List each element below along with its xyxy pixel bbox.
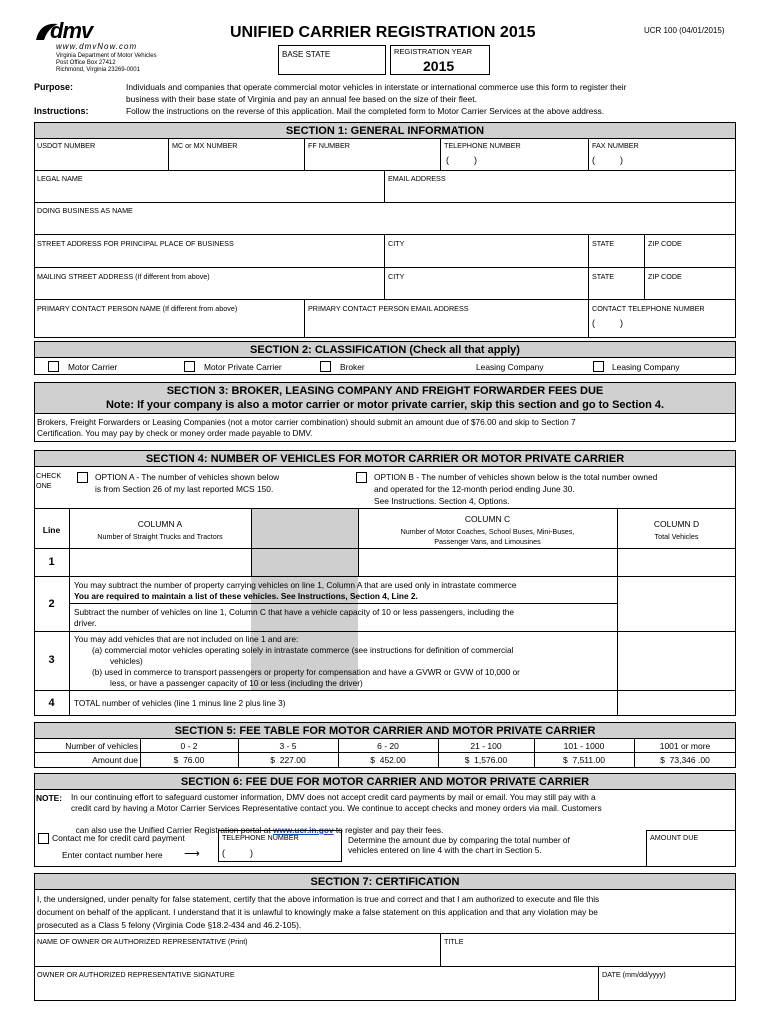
credit-card-telephone-field[interactable] <box>219 843 341 861</box>
title-field[interactable] <box>441 947 735 965</box>
email-address-label: EMAIL ADDRESS <box>388 174 446 183</box>
option-a-checkbox[interactable] <box>77 472 88 483</box>
line1-column-a-field[interactable] <box>70 549 250 576</box>
broker-checkbox[interactable] <box>320 361 331 372</box>
zip-code-label: ZIP CODE <box>648 239 682 248</box>
fee-amount: $ 227.00 <box>270 755 306 765</box>
line1-column-c-field[interactable] <box>359 549 616 576</box>
option-b-text: OPTION B - The number of vehicles shown below is the total number owned <box>374 472 658 482</box>
fee-row-label: Number of vehicles <box>65 741 138 751</box>
legal-name-field[interactable] <box>35 184 383 201</box>
purpose-label: Purpose: <box>34 82 74 92</box>
line3-column-d-field[interactable] <box>618 632 735 690</box>
logo-web: www.dmvNow.com <box>56 42 138 51</box>
fee-range: 101 - 1000 <box>563 741 605 751</box>
signature-label: OWNER OR AUTHORIZED REPRESENTATIVE SIGNATURE <box>37 970 235 979</box>
note-text: credit card by having a Motor Carrier Services Representative contact you. We continue to accept checks and money orders via mail. Customers <box>71 803 602 813</box>
state-field[interactable] <box>589 249 643 266</box>
note-text-part: can also use the Unified Carrier Registration portal at <box>75 825 274 835</box>
contact-telephone-field[interactable] <box>589 314 735 337</box>
form-id: UCR 100 (04/01/2015) <box>644 26 725 35</box>
fee-range: 3 - 5 <box>279 741 297 751</box>
fax-paren: ( ) <box>592 155 623 165</box>
mailing-city-field[interactable] <box>385 282 587 298</box>
city-label: CITY <box>388 239 405 248</box>
address-line: Post Office Box 27412 <box>56 60 116 66</box>
fee-amount: $ 76.00 <box>173 755 205 765</box>
address-line: Virginia Department of Motor Vehicles <box>56 53 157 59</box>
mc-number-field[interactable] <box>169 150 303 169</box>
owner-name-field[interactable] <box>35 947 439 965</box>
line3-text: less, or have a passenger capacity of 10 or less (including the driver) <box>110 678 363 688</box>
title-label: TITLE <box>444 937 464 946</box>
option-b-text: and operated for the 12-month period ending June 30. <box>374 484 575 494</box>
certification-text: I, the undersigned, under penalty for false statement, certify that the above information is true and correct and that I am authorized to execute and file this <box>37 894 600 904</box>
column-a-header: COLUMN A <box>137 519 183 529</box>
telephone-paren: ( ) <box>446 155 477 165</box>
check-one-label: ONE <box>36 481 52 490</box>
option-a-text: is from Section 26 of my last reported MCS 150. <box>95 484 274 494</box>
leasing-company-label: Leasing Company <box>476 362 544 372</box>
registration-year-value: 2015 <box>423 58 455 74</box>
column-c-header: COLUMN C <box>464 514 511 524</box>
arrow-right-icon: ⟶ <box>184 848 200 860</box>
contact-telephone-label: CONTACT TELEPHONE NUMBER <box>592 304 705 313</box>
contact-me-checkbox[interactable] <box>38 833 49 844</box>
contact-name-label: PRIMARY CONTACT PERSON NAME (If different from above) <box>37 304 238 313</box>
leasing-company-label-2: Leasing Company <box>612 362 680 372</box>
section7-title: SECTION 7: CERTIFICATION <box>34 873 736 890</box>
section5-title: SECTION 5: FEE TABLE FOR MOTOR CARRIER AND MOTOR PRIVATE CARRIER <box>34 722 736 739</box>
date-field[interactable] <box>599 980 735 1000</box>
option-b-text: See Instructions. Section 4, Options. <box>374 496 510 506</box>
fee-amount: $ 452.00 <box>370 755 406 765</box>
broker-label: Broker <box>340 362 365 372</box>
column-a-sub: Number of Straight Trucks and Tractors <box>97 532 223 541</box>
instructions-label: Instructions: <box>34 106 89 116</box>
signature-field[interactable] <box>35 980 597 1000</box>
leasing-company-checkbox[interactable] <box>593 361 604 372</box>
line3-text: (b) used in commerce to transport passengers or property for compensation and have a GVWR or GVW of 10,000 or <box>92 667 520 677</box>
dba-name-label: DOING BUSINESS AS NAME <box>37 206 133 215</box>
line-number: 2 <box>48 598 55 610</box>
line1-column-d-field[interactable] <box>618 549 735 576</box>
amount-due-field[interactable] <box>647 843 735 866</box>
instructions-text: Follow the instructions on the reverse of this application. Mail the completed form to Motor Carrier Services at the above address. <box>126 106 605 116</box>
determine-text: vehicles entered on line 4 with the chart in Section 5. <box>348 845 542 855</box>
date-label: DATE (mm/dd/yyyy) <box>602 970 666 979</box>
fax-number-field[interactable] <box>589 150 735 169</box>
mailing-state-label: STATE <box>592 272 615 281</box>
option-a-text: OPTION A - The number of vehicles shown below <box>95 472 280 482</box>
motor-carrier-label: Motor Carrier <box>68 362 118 372</box>
note-label: NOTE: <box>36 793 63 803</box>
state-label: STATE <box>592 239 615 248</box>
section2-title: SECTION 2: CLASSIFICATION (Check all that apply) <box>34 341 736 358</box>
line2-text: Subtract the number of vehicles on line 1, Column C that have a vehicle capacity of 10 or less passengers, including the <box>74 607 514 617</box>
note-text: In our continuing effort to safeguard customer information, DMV does not accept credit card payments by mail or email. You may still pay with a <box>71 792 596 802</box>
enter-contact-label: Enter contact number here <box>62 850 163 860</box>
telephone-number-label: TELEPHONE NUMBER <box>444 141 521 150</box>
line4-column-d-field[interactable] <box>618 691 735 715</box>
contact-name-field[interactable] <box>35 314 303 337</box>
column-c-sub: Passenger Vans, and Limousines <box>434 537 541 546</box>
credit-card-telephone-label: TELEPHONE NUMBER <box>222 833 299 842</box>
certification-text: prosecuted as a Class 5 felony (Virginia Code §18.2-434 and 46.2-105). <box>37 920 302 930</box>
credit-card-telephone-paren: ( ) <box>222 848 253 858</box>
ff-number-field[interactable] <box>305 150 439 169</box>
line3-text: (a) commercial motor vehicles operating solely in intrastate commerce (see instructions for definition of commercial <box>92 645 514 655</box>
section3-title: SECTION 3: BROKER, LEASING COMPANY AND FREIGHT FORWARDER FEES DUE <box>166 385 604 397</box>
check-one-label: CHECK <box>36 471 62 480</box>
line-number: 1 <box>48 556 55 568</box>
line-number: 3 <box>48 654 55 666</box>
fee-amount: $ 7,511.00 <box>563 755 605 765</box>
base-state-label: BASE STATE <box>282 50 331 59</box>
option-b-checkbox[interactable] <box>356 472 367 483</box>
city-field[interactable] <box>385 249 587 266</box>
fee-range: 21 - 100 <box>470 741 502 751</box>
mailing-city-label: CITY <box>388 272 405 281</box>
motor-carrier-checkbox[interactable] <box>48 361 59 372</box>
usdot-number-field[interactable] <box>35 150 167 169</box>
usdot-number-label: USDOT NUMBER <box>37 141 96 150</box>
ff-number-label: FF NUMBER <box>308 141 350 150</box>
purpose-text: business with their base state of Virginia and pay an annual fee based on the size of their fleet. <box>126 94 477 104</box>
line2-column-d-field[interactable] <box>618 577 735 631</box>
motor-private-carrier-checkbox[interactable] <box>184 361 195 372</box>
section1-title: SECTION 1: GENERAL INFORMATION <box>34 122 736 139</box>
contact-me-label: Contact me for credit card payment <box>52 833 185 843</box>
fee-row-label: Amount due <box>92 755 138 765</box>
column-d-sub: Total Vehicles <box>654 532 699 541</box>
line-number: 4 <box>48 697 55 709</box>
mc-number-label: MC or MX NUMBER <box>172 141 238 150</box>
registration-year-label: REGISTRATION YEAR <box>394 47 473 56</box>
mailing-zip-label: ZIP CODE <box>648 272 682 281</box>
section6-title: SECTION 6: FEE DUE FOR MOTOR CARRIER AND MOTOR PRIVATE CARRIER <box>34 773 736 790</box>
determine-text: Determine the amount due by comparing the total number of <box>348 835 570 845</box>
address-line: Richmond, Virginia 23269-0001 <box>56 67 140 73</box>
mailing-address-field[interactable] <box>35 282 383 298</box>
section3-text: Brokers, Freight Forwarders or Leasing Companies (not a motor carrier combination) should submit an amount due of $76.00 and skip to Section 7 <box>37 417 576 427</box>
line2-text: driver. <box>74 618 97 628</box>
fee-amount: $ 73,346 .00 <box>660 755 710 765</box>
motor-private-carrier-label: Motor Private Carrier <box>204 362 282 372</box>
purpose-text: Individuals and companies that operate commercial motor vehicles in interstate or international commerce use this form to register their <box>126 82 627 92</box>
line3-text: vehicles) <box>110 656 143 666</box>
zip-code-field[interactable] <box>645 249 735 266</box>
fee-range: 1001 or more <box>659 741 711 751</box>
street-address-field[interactable] <box>35 249 383 266</box>
line2-text-bold: You are required to maintain a list of these vehicles. See Instructions, Section 4, Line 2. <box>74 591 418 601</box>
contact-email-field[interactable] <box>305 314 587 337</box>
ucr-portal-link[interactable]: www.ucr.in.gov <box>273 825 334 835</box>
contact-tel-paren: ( ) <box>592 318 623 328</box>
fee-amount: $ 1,576.00 <box>464 755 508 765</box>
amount-due-label: AMOUNT DUE <box>650 833 699 842</box>
column-c-sub: Number of Motor Coaches, School Buses, Mini-Buses, <box>400 527 575 536</box>
street-address-label: STREET ADDRESS FOR PRINCIPAL PLACE OF BUSINESS <box>37 239 234 248</box>
certification-text: document on behalf of the applicant. I understand that it is unlawful to knowingly make a false statement on this application and that any violation may be <box>37 907 598 917</box>
mailing-zip-field[interactable] <box>645 282 735 298</box>
owner-name-label: NAME OF OWNER OR AUTHORIZED REPRESENTATIVE (Print) <box>37 937 248 946</box>
mailing-state-field[interactable] <box>589 282 643 298</box>
line3-text: You may add vehicles that are not included on line 1 and are: <box>74 634 299 644</box>
line-header: Line <box>42 525 61 535</box>
dba-name-field[interactable] <box>35 216 735 233</box>
fax-number-label: FAX NUMBER <box>592 141 639 150</box>
column-d-header: COLUMN D <box>653 519 700 529</box>
line2-text: You may subtract the number of property carrying vehicles on line 1, Column A that are used only in intrastate commerce <box>74 580 517 590</box>
fee-range: 6 - 20 <box>377 741 399 751</box>
logo-text: dmv <box>50 18 93 43</box>
note-text-part: to register and pay their fees. <box>333 825 444 835</box>
legal-name-label: LEGAL NAME <box>37 174 83 183</box>
mailing-address-label: MAILING STREET ADDRESS (If different from above) <box>37 272 210 281</box>
line4-text: TOTAL number of vehicles (line 1 minus line 2 plus line 3) <box>74 698 286 708</box>
section4-title: SECTION 4: NUMBER OF VEHICLES FOR MOTOR CARRIER OR MOTOR PRIVATE CARRIER <box>34 450 736 467</box>
email-address-field[interactable] <box>385 184 735 201</box>
form-title: UNIFIED CARRIER REGISTRATION 2015 <box>230 24 536 41</box>
section3-note: Note: If your company is also a motor carrier or motor private carrier, skip this section and go to Section 4. <box>105 399 665 411</box>
contact-email-label: PRIMARY CONTACT PERSON EMAIL ADDRESS <box>308 304 469 313</box>
section3-text: Certification. You may pay by check or money order made payable to DMV. <box>37 428 313 438</box>
telephone-number-field[interactable] <box>441 150 587 169</box>
fee-range: 0 - 2 <box>180 741 198 751</box>
